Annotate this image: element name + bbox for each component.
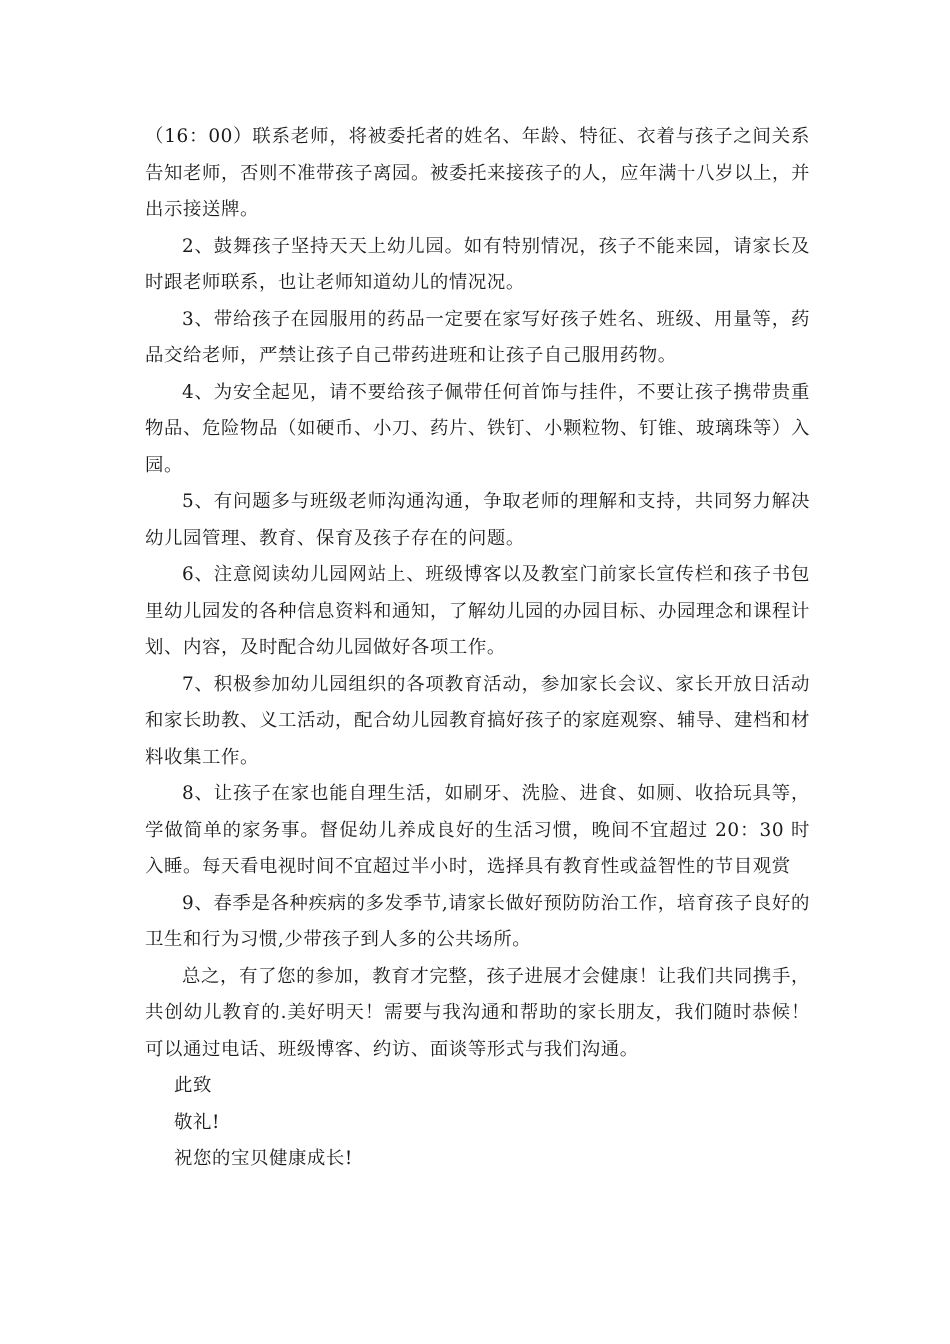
paragraph-item-2: 2、鼓舞孩子坚持天天上幼儿园。如有特别情况，孩子不能来园，请家长及时跟老师联系，也让老师知道幼儿的情况况。 bbox=[145, 235, 810, 293]
closing-line-1: 此致 bbox=[174, 1075, 212, 1096]
paragraph-item-7: 7、积极参加幼儿园组织的各项教育活动，参加家长会议、家长开放日活动和家长助教、义工活动，配合幼儿园教育搞好孩子的家庭观察、辅导、建档和材料收集工作。 bbox=[145, 673, 810, 768]
paragraph-item-3: 3、带给孩子在园服用的药品一定要在家写好孩子姓名、班级、用量等，药品交给老师，严禁让孩子自己带药进班和让孩子自己服用药物。 bbox=[145, 308, 810, 366]
paragraph-summary: 总之，有了您的参加，教育才完整，孩子进展才会健康！让我们共同携手，共创幼儿教育的.美好明天！需要与我沟通和帮助的家长朋友，我们随时恭候！可以通过电话、班级博客、约访、面谈等形式与我们沟通。 bbox=[145, 965, 810, 1060]
document-body bbox=[145, 119, 810, 1178]
paragraph-item-4: 4、为安全起见，请不要给孩子佩带任何首饰与挂件，不要让孩子携带贵重物品、危险物品（如硬币、小刀、药片、铁钉、小颗粒物、钉锥、玻璃珠等）入园。 bbox=[145, 381, 810, 476]
closing-line-3: 祝您的宝贝健康成长! bbox=[174, 1148, 353, 1169]
paragraph-continuation: （16：00）联系老师，将被委托者的姓名、年龄、特征、衣着与孩子之间关系告知老师，否则不准带孩子离园。被委托来接孩子的人，应年满十八岁以上，并出示接送牌。 bbox=[145, 126, 810, 220]
paragraph-item-8: 8、让孩子在家也能自理生活，如刷牙、洗脸、进食、如厕、收拾玩具等，学做简单的家务事。督促幼儿养成良好的生活习惯，晚间不宜超过 20：30 时入睡。每天看电视时间不宜超过半小时，选择具有教育性或益智性的节目观赏 bbox=[145, 783, 810, 877]
paragraph-item-6: 6、注意阅读幼儿园网站上、班级博客以及教室门前家长宣传栏和孩子书包里幼儿园发的各种信息资料和通知，了解幼儿园的办园目标、办园理念和课程计划、内容，及时配合幼儿园做好各项工作。 bbox=[145, 564, 810, 658]
closing-line-2: 敬礼! bbox=[174, 1111, 220, 1133]
paragraph-item-5: 5、有问题多与班级老师沟通沟通，争取老师的理解和支持，共同努力解决幼儿园管理、教育、保育及孩子存在的问题。 bbox=[145, 491, 810, 549]
paragraph-item-9: 9、春季是各种疾病的多发季节,请家长做好预防防治工作，培育孩子良好的卫生和行为习惯,少带孩子到人多的公共场所。 bbox=[145, 892, 810, 950]
